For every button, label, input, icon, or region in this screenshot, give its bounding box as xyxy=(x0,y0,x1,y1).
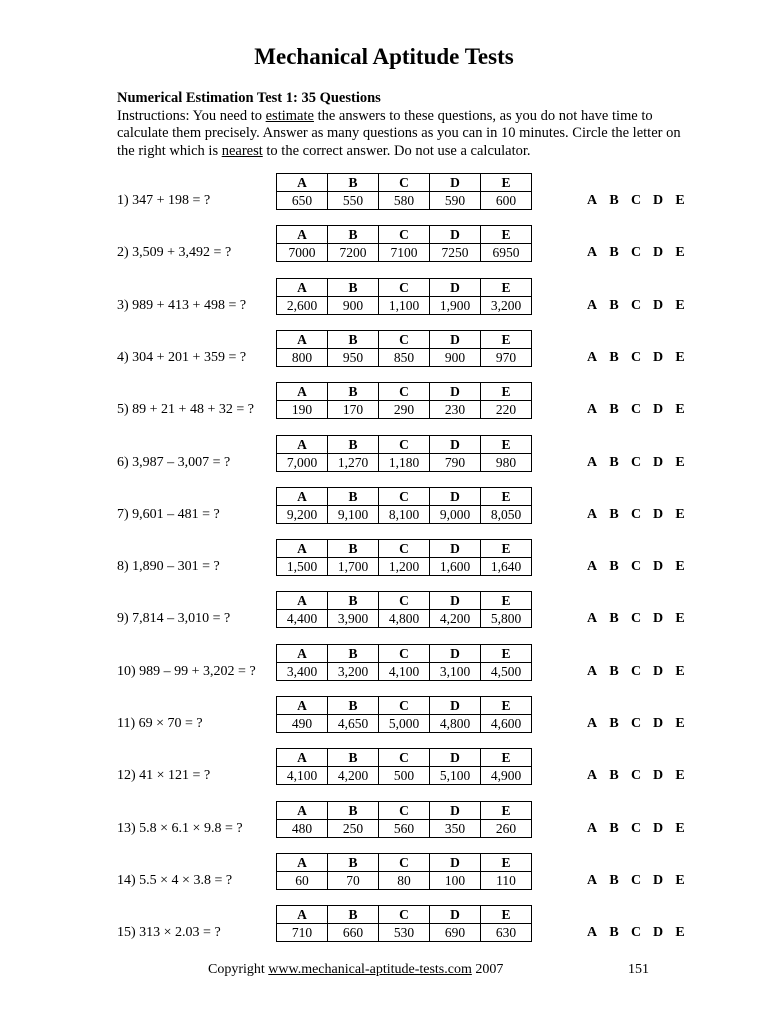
option-header: A xyxy=(277,592,328,610)
option-value: 4,200 xyxy=(430,610,481,628)
answer-choices xyxy=(586,298,686,314)
option-header: A xyxy=(277,435,328,453)
option-header: B xyxy=(328,801,379,819)
option-value: 4,800 xyxy=(430,715,481,733)
copyright-prefix: Copyright xyxy=(208,962,269,977)
answer-choice[interactable]: D xyxy=(652,297,664,313)
option-header: E xyxy=(481,906,532,924)
options-table xyxy=(276,591,532,628)
option-header: B xyxy=(328,853,379,871)
option-value: 800 xyxy=(277,348,328,366)
answer-choice[interactable]: E xyxy=(675,820,685,836)
option-header: E xyxy=(481,644,532,662)
option-header: B xyxy=(328,330,379,348)
question-text: 11) 69 × 70 = ? xyxy=(117,716,203,731)
question-text: 2) 3,509 + 3,492 = ? xyxy=(117,245,232,261)
option-header: E xyxy=(481,278,532,296)
page-number: 151 xyxy=(628,962,649,977)
answer-choice[interactable]: C xyxy=(630,663,642,679)
answer-choices xyxy=(586,768,686,784)
question-row xyxy=(0,382,768,422)
option-value: 590 xyxy=(430,192,481,210)
answer-choice[interactable]: A xyxy=(586,925,598,941)
option-value: 7200 xyxy=(328,244,379,262)
option-header: D xyxy=(430,330,481,348)
option-value: 7250 xyxy=(430,244,481,262)
answer-choice[interactable]: D xyxy=(652,611,664,627)
option-value: 1,600 xyxy=(430,558,481,576)
option-value: 230 xyxy=(430,401,481,419)
option-header: A xyxy=(277,749,328,767)
answer-choices xyxy=(586,925,686,941)
answer-choice[interactable]: A xyxy=(586,193,598,208)
answer-choice[interactable]: B xyxy=(609,768,619,784)
answer-choice[interactable]: D xyxy=(652,716,664,731)
option-header: A xyxy=(277,697,328,715)
option-header: E xyxy=(481,487,532,505)
answer-choice[interactable]: D xyxy=(652,872,664,888)
option-header: E xyxy=(481,435,532,453)
instructions-part1: Instructions: You need to xyxy=(117,107,266,124)
option-value: 490 xyxy=(277,715,328,733)
answer-choice[interactable]: D xyxy=(652,820,664,836)
question-row xyxy=(0,539,768,579)
option-value: 580 xyxy=(379,192,430,210)
question-text: 6) 3,987 – 3,007 = ? xyxy=(117,454,231,470)
question-row xyxy=(0,853,768,893)
options-table xyxy=(276,225,532,262)
option-header: D xyxy=(430,383,481,401)
option-header: B xyxy=(328,906,379,924)
question-text: 10) 989 – 99 + 3,202 = ? xyxy=(117,663,256,679)
option-header: A xyxy=(277,906,328,924)
option-header: C xyxy=(379,853,430,871)
question-row xyxy=(0,644,768,684)
answer-choice[interactable]: E xyxy=(675,454,685,470)
option-value: 790 xyxy=(430,453,481,471)
answer-choice[interactable]: A xyxy=(586,402,598,418)
answer-choice[interactable]: D xyxy=(652,506,664,522)
answer-choice[interactable]: E xyxy=(675,245,685,261)
option-value: 60 xyxy=(277,871,328,889)
answer-choice[interactable]: E xyxy=(675,402,685,418)
option-header: A xyxy=(277,226,328,244)
option-header: C xyxy=(379,435,430,453)
answer-choice[interactable]: B xyxy=(609,663,619,679)
options-table xyxy=(276,748,532,785)
answer-choice[interactable]: C xyxy=(630,559,642,575)
answer-choice[interactable]: E xyxy=(675,872,685,888)
option-header: A xyxy=(277,540,328,558)
option-header: C xyxy=(379,697,430,715)
question-text: 9) 7,814 – 3,010 = ? xyxy=(117,611,231,627)
instructions-emphasis-estimate: estimate xyxy=(265,107,314,124)
options-table xyxy=(276,330,532,367)
option-value: 1,270 xyxy=(328,453,379,471)
option-value: 7000 xyxy=(277,244,328,262)
answer-choice[interactable]: B xyxy=(609,820,619,836)
answer-choices xyxy=(586,821,686,837)
answer-choice[interactable]: E xyxy=(675,193,685,208)
option-header: D xyxy=(430,906,481,924)
answer-choice[interactable]: B xyxy=(609,245,619,261)
options-table xyxy=(276,539,532,576)
answer-choice[interactable]: C xyxy=(630,768,642,784)
instructions-part3: to the correct answer. Do not use a calculator. xyxy=(262,142,531,159)
answer-choice[interactable]: D xyxy=(652,925,664,941)
option-header: B xyxy=(328,226,379,244)
answer-choice[interactable]: D xyxy=(652,768,664,784)
option-value: 3,200 xyxy=(328,662,379,680)
answer-choices xyxy=(586,507,686,523)
option-header: C xyxy=(379,226,430,244)
option-header: B xyxy=(328,749,379,767)
option-value: 980 xyxy=(481,453,532,471)
answer-choice[interactable]: C xyxy=(630,716,642,731)
option-value: 5,800 xyxy=(481,610,532,628)
option-value: 6950 xyxy=(481,244,532,262)
option-value: 560 xyxy=(379,819,430,837)
option-header: E xyxy=(481,801,532,819)
question-text: 3) 989 + 413 + 498 = ? xyxy=(117,297,247,313)
answer-choices xyxy=(586,559,686,575)
option-header: A xyxy=(277,801,328,819)
options-table xyxy=(276,173,532,210)
option-value: 950 xyxy=(328,348,379,366)
option-value: 550 xyxy=(328,192,379,210)
option-header: B xyxy=(328,487,379,505)
option-value: 1,100 xyxy=(379,296,430,314)
option-header: C xyxy=(379,749,430,767)
answer-choice[interactable]: B xyxy=(609,349,619,365)
option-value: 4,500 xyxy=(481,662,532,680)
option-header: C xyxy=(379,278,430,296)
options-table xyxy=(276,853,532,890)
option-header: D xyxy=(430,697,481,715)
answer-choice[interactable]: E xyxy=(675,559,685,575)
option-value: 660 xyxy=(328,924,379,942)
answer-choice[interactable]: B xyxy=(609,454,619,470)
option-header: A xyxy=(277,278,328,296)
answer-choice[interactable]: C xyxy=(630,820,642,836)
question-row xyxy=(0,330,768,370)
option-value: 8,050 xyxy=(481,505,532,523)
option-header: C xyxy=(379,383,430,401)
instructions-block xyxy=(117,90,697,160)
question-row xyxy=(0,696,768,736)
option-value: 600 xyxy=(481,192,532,210)
instructions-text xyxy=(117,108,697,161)
answer-choice[interactable]: D xyxy=(652,349,664,365)
option-header: C xyxy=(379,592,430,610)
instructions-emphasis-nearest: nearest xyxy=(221,142,263,159)
option-header: D xyxy=(430,174,481,192)
answer-choice[interactable]: C xyxy=(630,925,642,941)
option-value: 1,700 xyxy=(328,558,379,576)
option-header: E xyxy=(481,383,532,401)
option-value: 690 xyxy=(430,924,481,942)
answer-choice[interactable]: E xyxy=(675,349,685,365)
option-header: A xyxy=(277,487,328,505)
question-text: 7) 9,601 – 481 = ? xyxy=(117,506,220,522)
option-value: 70 xyxy=(328,871,379,889)
option-header: C xyxy=(379,330,430,348)
option-header: E xyxy=(481,174,532,192)
option-value: 710 xyxy=(277,924,328,942)
option-value: 8,100 xyxy=(379,505,430,523)
answer-choice[interactable]: E xyxy=(675,768,685,784)
option-value: 9,000 xyxy=(430,505,481,523)
option-header: D xyxy=(430,801,481,819)
option-value: 5,100 xyxy=(430,767,481,785)
copyright-link[interactable]: www.mechanical-aptitude-tests.com xyxy=(268,962,472,977)
option-value: 850 xyxy=(379,348,430,366)
question-text: 8) 1,890 – 301 = ? xyxy=(117,559,220,575)
option-value: 650 xyxy=(277,192,328,210)
question-text: 13) 5.8 × 6.1 × 9.8 = ? xyxy=(117,820,243,836)
option-value: 220 xyxy=(481,401,532,419)
option-value: 970 xyxy=(481,348,532,366)
option-header: E xyxy=(481,697,532,715)
option-value: 1,640 xyxy=(481,558,532,576)
option-value: 110 xyxy=(481,871,532,889)
option-header: E xyxy=(481,592,532,610)
question-row xyxy=(0,225,768,265)
answer-choices xyxy=(586,873,686,889)
question-row xyxy=(0,801,768,841)
option-value: 1,900 xyxy=(430,296,481,314)
option-value: 4,100 xyxy=(379,662,430,680)
option-header: B xyxy=(328,592,379,610)
answer-choices xyxy=(586,664,686,680)
answer-choice[interactable]: A xyxy=(586,768,598,784)
options-table xyxy=(276,382,532,419)
option-header: A xyxy=(277,644,328,662)
answer-choice[interactable]: B xyxy=(609,611,619,627)
option-header: C xyxy=(379,174,430,192)
answer-choices xyxy=(586,245,686,261)
option-value: 100 xyxy=(430,871,481,889)
option-value: 480 xyxy=(277,819,328,837)
answer-choice[interactable]: B xyxy=(609,193,619,208)
options-table xyxy=(276,801,532,838)
question-text: 4) 304 + 201 + 359 = ? xyxy=(117,349,247,365)
question-text: 14) 5.5 × 4 × 3.8 = ? xyxy=(117,872,233,888)
answer-choice[interactable]: A xyxy=(586,297,598,313)
option-value: 80 xyxy=(379,871,430,889)
option-header: E xyxy=(481,853,532,871)
option-value: 4,100 xyxy=(277,767,328,785)
answer-choice[interactable]: B xyxy=(609,559,619,575)
answer-choice[interactable]: D xyxy=(652,454,664,470)
question-text: 15) 313 × 2.03 = ? xyxy=(117,925,221,941)
answer-choices xyxy=(586,193,686,209)
option-header: D xyxy=(430,540,481,558)
answer-choice[interactable]: C xyxy=(630,349,642,365)
option-value: 9,100 xyxy=(328,505,379,523)
answer-choice[interactable]: A xyxy=(586,611,598,627)
option-value: 190 xyxy=(277,401,328,419)
page-title: Mechanical Aptitude Tests xyxy=(254,44,514,69)
options-table xyxy=(276,278,532,315)
answer-choice[interactable]: D xyxy=(652,402,664,418)
option-header: B xyxy=(328,278,379,296)
answer-choice[interactable]: A xyxy=(586,559,598,575)
option-value: 3,400 xyxy=(277,662,328,680)
options-table xyxy=(276,644,532,681)
copyright-footer xyxy=(208,962,503,978)
option-header: B xyxy=(328,540,379,558)
option-header: D xyxy=(430,592,481,610)
answer-choice[interactable]: B xyxy=(609,506,619,522)
answer-choice[interactable]: B xyxy=(609,872,619,888)
option-value: 900 xyxy=(430,348,481,366)
question-text: 12) 41 × 121 = ? xyxy=(117,768,211,784)
answer-choices xyxy=(586,350,686,366)
option-header: E xyxy=(481,540,532,558)
question-row xyxy=(0,905,768,945)
answer-choice[interactable]: A xyxy=(586,663,598,679)
option-header: A xyxy=(277,174,328,192)
option-value: 1,200 xyxy=(379,558,430,576)
answer-choice[interactable]: C xyxy=(630,402,642,418)
option-header: C xyxy=(379,906,430,924)
option-header: A xyxy=(277,383,328,401)
answer-choice[interactable]: D xyxy=(652,663,664,679)
question-row xyxy=(0,591,768,631)
answer-choice[interactable]: D xyxy=(652,193,664,208)
option-header: E xyxy=(481,330,532,348)
question-text: 5) 89 + 21 + 48 + 32 = ? xyxy=(117,402,254,418)
option-header: B xyxy=(328,644,379,662)
question-row xyxy=(0,435,768,475)
question-row xyxy=(0,748,768,788)
question-row xyxy=(0,487,768,527)
option-value: 170 xyxy=(328,401,379,419)
answer-choice[interactable]: C xyxy=(630,611,642,627)
answer-choice[interactable]: A xyxy=(586,245,598,261)
option-value: 7,000 xyxy=(277,453,328,471)
option-header: B xyxy=(328,174,379,192)
answer-choice[interactable]: B xyxy=(609,402,619,418)
option-value: 1,500 xyxy=(277,558,328,576)
option-header: D xyxy=(430,226,481,244)
answer-choice[interactable]: E xyxy=(675,663,685,679)
option-header: B xyxy=(328,435,379,453)
answer-choice[interactable]: E xyxy=(675,716,685,731)
option-value: 5,000 xyxy=(379,715,430,733)
answer-choice[interactable]: D xyxy=(652,559,664,575)
option-value: 9,200 xyxy=(277,505,328,523)
answer-choice[interactable]: C xyxy=(630,872,642,888)
option-header: D xyxy=(430,278,481,296)
instructions-part2: the answers to these questions, as you do not have time to calculate them precisely. Answer as many questions as you can in 10 minutes. Circle the letter on the right which is xyxy=(117,107,681,159)
answer-choice[interactable]: B xyxy=(609,297,619,313)
option-header: D xyxy=(430,749,481,767)
option-header: A xyxy=(277,330,328,348)
answer-choice[interactable]: C xyxy=(630,245,642,261)
answer-choices xyxy=(586,455,686,471)
answer-choice[interactable]: E xyxy=(675,506,685,522)
option-value: 4,600 xyxy=(481,715,532,733)
answer-choice[interactable]: B xyxy=(609,925,619,941)
answer-choice[interactable]: E xyxy=(675,297,685,313)
option-header: D xyxy=(430,435,481,453)
option-value: 1,180 xyxy=(379,453,430,471)
option-header: E xyxy=(481,749,532,767)
answer-choice[interactable]: A xyxy=(586,454,598,470)
answer-choice[interactable]: C xyxy=(630,454,642,470)
options-table xyxy=(276,435,532,472)
question-text: 1) 347 + 198 = ? xyxy=(117,193,211,208)
options-table xyxy=(276,487,532,524)
answer-choice[interactable]: E xyxy=(675,925,685,941)
option-value: 4,650 xyxy=(328,715,379,733)
option-header: B xyxy=(328,383,379,401)
option-header: E xyxy=(481,226,532,244)
answer-choices xyxy=(586,611,686,627)
option-value: 260 xyxy=(481,819,532,837)
option-header: D xyxy=(430,644,481,662)
option-value: 3,200 xyxy=(481,296,532,314)
option-header: A xyxy=(277,853,328,871)
options-table xyxy=(276,905,532,942)
option-value: 500 xyxy=(379,767,430,785)
options-table xyxy=(276,696,532,733)
test-subtitle: Numerical Estimation Test 1: 35 Questions xyxy=(117,90,381,106)
option-value: 3,100 xyxy=(430,662,481,680)
option-header: D xyxy=(430,487,481,505)
option-value: 2,600 xyxy=(277,296,328,314)
option-value: 4,900 xyxy=(481,767,532,785)
answer-choice[interactable]: A xyxy=(586,872,598,888)
question-row xyxy=(0,278,768,318)
answer-choice[interactable]: B xyxy=(609,716,619,731)
answer-choice[interactable]: C xyxy=(630,193,642,208)
option-value: 530 xyxy=(379,924,430,942)
answer-choice[interactable]: C xyxy=(630,297,642,313)
option-value: 4,200 xyxy=(328,767,379,785)
option-value: 7100 xyxy=(379,244,430,262)
answer-choice[interactable]: E xyxy=(675,611,685,627)
answer-choice[interactable]: D xyxy=(652,245,664,261)
option-header: C xyxy=(379,801,430,819)
option-header: C xyxy=(379,644,430,662)
option-header: C xyxy=(379,487,430,505)
option-value: 900 xyxy=(328,296,379,314)
option-value: 4,400 xyxy=(277,610,328,628)
answer-choice[interactable]: A xyxy=(586,349,598,365)
answer-choice[interactable]: A xyxy=(586,820,598,836)
option-value: 290 xyxy=(379,401,430,419)
option-header: B xyxy=(328,697,379,715)
option-header: D xyxy=(430,853,481,871)
answer-choice[interactable]: C xyxy=(630,506,642,522)
copyright-suffix: 2007 xyxy=(471,962,504,977)
option-value: 350 xyxy=(430,819,481,837)
answer-choice[interactable]: A xyxy=(586,506,598,522)
question-row xyxy=(0,173,768,213)
option-value: 4,800 xyxy=(379,610,430,628)
answer-choices xyxy=(586,716,686,732)
answer-choice[interactable]: A xyxy=(586,716,598,731)
answer-choices xyxy=(586,402,686,418)
option-value: 630 xyxy=(481,924,532,942)
option-header: C xyxy=(379,540,430,558)
option-value: 3,900 xyxy=(328,610,379,628)
option-value: 250 xyxy=(328,819,379,837)
